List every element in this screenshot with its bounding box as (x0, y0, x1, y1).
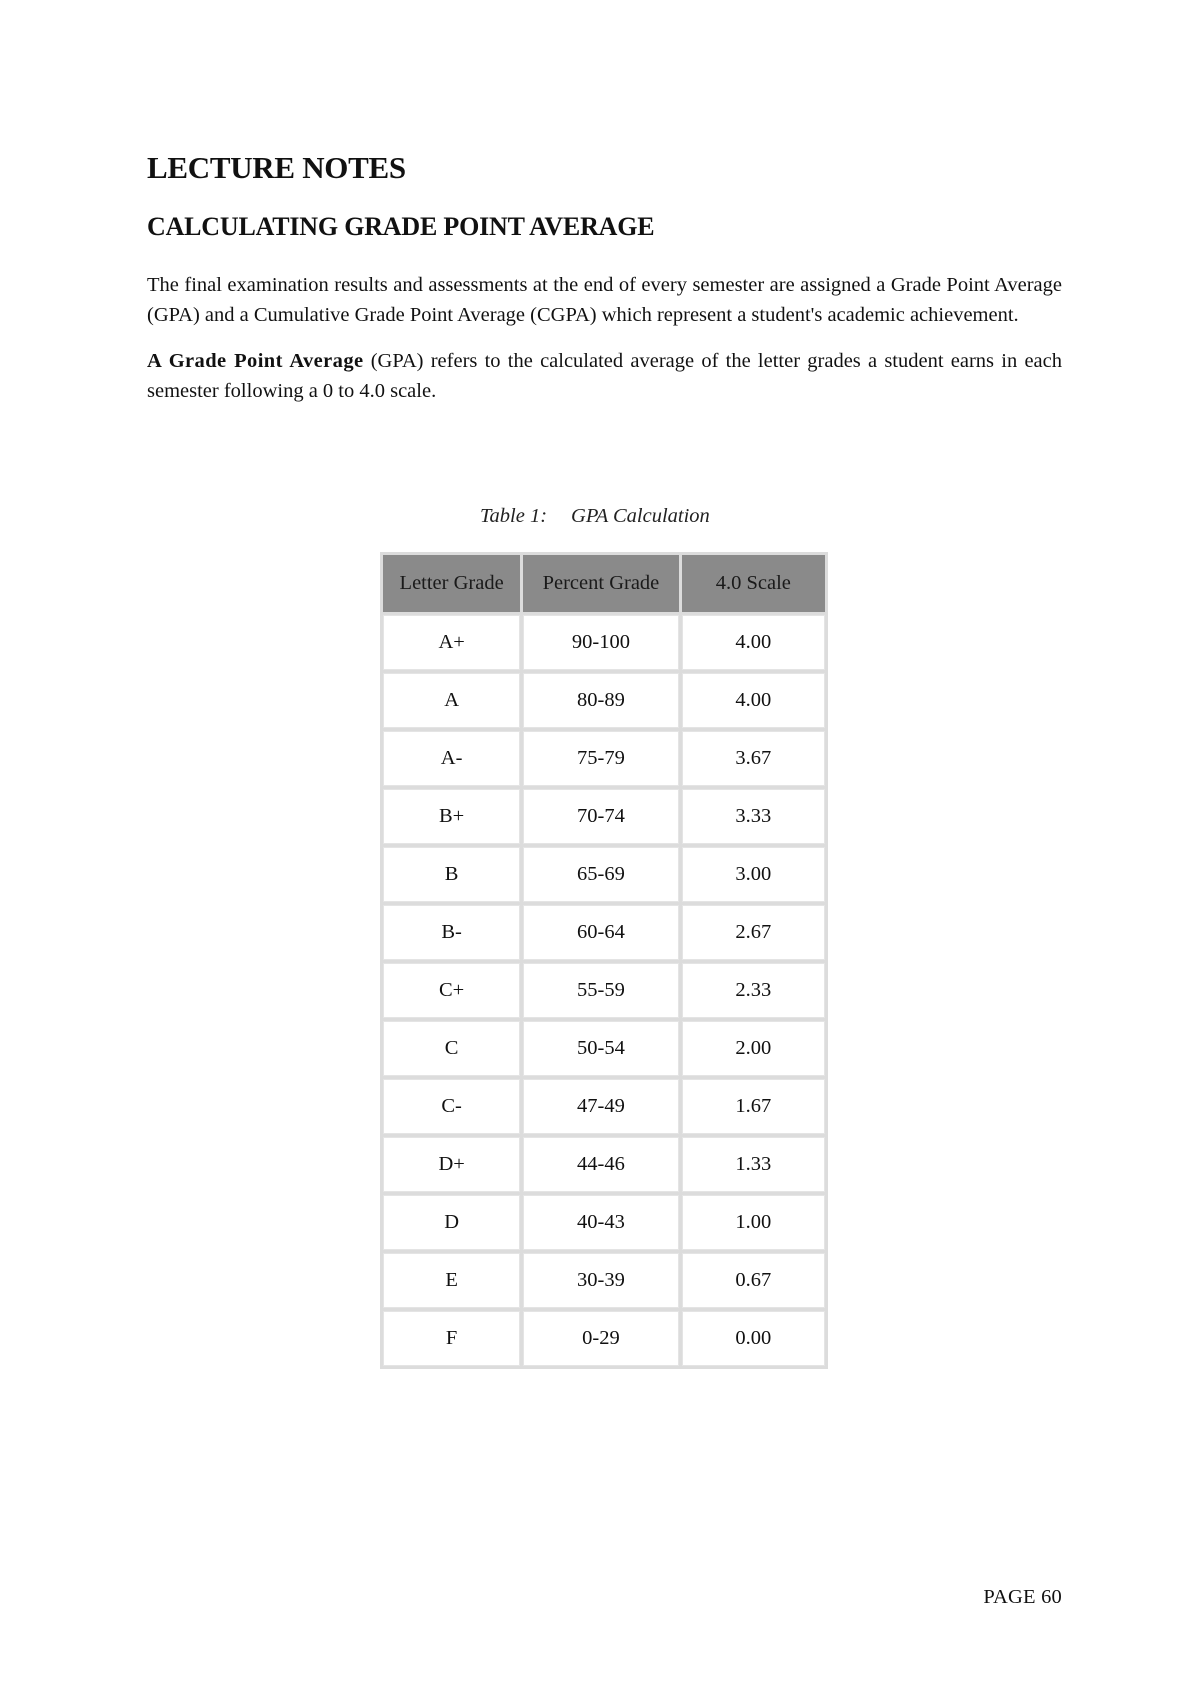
letter-grade-cell: E (383, 1253, 520, 1308)
gpa-definition-text: (GPA) refers to the calculated average of the letter grades a student earns in each semester following a 0 to 4.0 scale. (147, 350, 1062, 402)
table-row (383, 731, 825, 786)
percent-grade-cell: 55-59 (523, 963, 678, 1018)
table-row (383, 1137, 825, 1192)
letter-grade-cell: B- (383, 905, 520, 960)
gpa-table-head (383, 555, 825, 612)
scale-cell: 3.00 (682, 847, 825, 902)
gpa-definition-paragraph (147, 346, 1062, 406)
table-caption (480, 505, 730, 528)
percent-grade-cell: 60-64 (523, 905, 678, 960)
page-number: PAGE 60 (983, 1586, 1062, 1608)
letter-grade-cell: B+ (383, 789, 520, 844)
table-row (383, 905, 825, 960)
letter-grade-cell: D (383, 1195, 520, 1250)
document-title: LECTURE NOTES (147, 150, 406, 185)
section-title: CALCULATING GRADE POINT AVERAGE (147, 212, 655, 241)
percent-grade-cell: 30-39 (523, 1253, 678, 1308)
scale-cell: 0.67 (682, 1253, 825, 1308)
scale-cell: 0.00 (682, 1311, 825, 1366)
table-row (383, 673, 825, 728)
scale-cell: 2.67 (682, 905, 825, 960)
header-scale: 4.0 Scale (682, 555, 825, 612)
intro-paragraph: The final examination results and assessments at the end of every semester are assigned a Grade Point Average (GPA) and a Cumulative Grade Point Average (CGPA) which represent a student's academic achievement. (147, 274, 1062, 326)
table-row (383, 1021, 825, 1076)
scale-cell: 3.67 (682, 731, 825, 786)
letter-grade-cell: A (383, 673, 520, 728)
scale-cell: 2.33 (682, 963, 825, 1018)
table-row (383, 615, 825, 670)
table-header-row (383, 555, 825, 612)
percent-grade-cell: 40-43 (523, 1195, 678, 1250)
table-row (383, 1253, 825, 1308)
scale-cell: 3.33 (682, 789, 825, 844)
table-row (383, 789, 825, 844)
table-row (383, 847, 825, 902)
letter-grade-cell: C+ (383, 963, 520, 1018)
percent-grade-cell: 0-29 (523, 1311, 678, 1366)
letter-grade-cell: C- (383, 1079, 520, 1134)
gpa-table (380, 552, 828, 1369)
letter-grade-cell: F (383, 1311, 520, 1366)
page-content (147, 148, 1062, 406)
table-caption-label: Table 1: (480, 505, 548, 527)
gpa-table-body (383, 615, 825, 1366)
scale-cell: 1.00 (682, 1195, 825, 1250)
percent-grade-cell: 75-79 (523, 731, 678, 786)
percent-grade-cell: 65-69 (523, 847, 678, 902)
scale-cell: 1.67 (682, 1079, 825, 1134)
letter-grade-cell: A- (383, 731, 520, 786)
letter-grade-cell: C (383, 1021, 520, 1076)
percent-grade-cell: 70-74 (523, 789, 678, 844)
percent-grade-cell: 80-89 (523, 673, 678, 728)
header-letter-grade: Letter Grade (383, 555, 520, 612)
table-row (383, 1195, 825, 1250)
percent-grade-cell: 47-49 (523, 1079, 678, 1134)
percent-grade-cell: 44-46 (523, 1137, 678, 1192)
table-row (383, 1079, 825, 1134)
table-caption-title: GPA Calculation (571, 505, 710, 527)
table-row (383, 963, 825, 1018)
table-row (383, 1311, 825, 1366)
scale-cell: 2.00 (682, 1021, 825, 1076)
scale-cell: 4.00 (682, 615, 825, 670)
header-percent-grade: Percent Grade (523, 555, 678, 612)
percent-grade-cell: 90-100 (523, 615, 678, 670)
scale-cell: 1.33 (682, 1137, 825, 1192)
percent-grade-cell: 50-54 (523, 1021, 678, 1076)
letter-grade-cell: A+ (383, 615, 520, 670)
gpa-term: A Grade Point Average (147, 350, 364, 372)
scale-cell: 4.00 (682, 673, 825, 728)
letter-grade-cell: D+ (383, 1137, 520, 1192)
letter-grade-cell: B (383, 847, 520, 902)
